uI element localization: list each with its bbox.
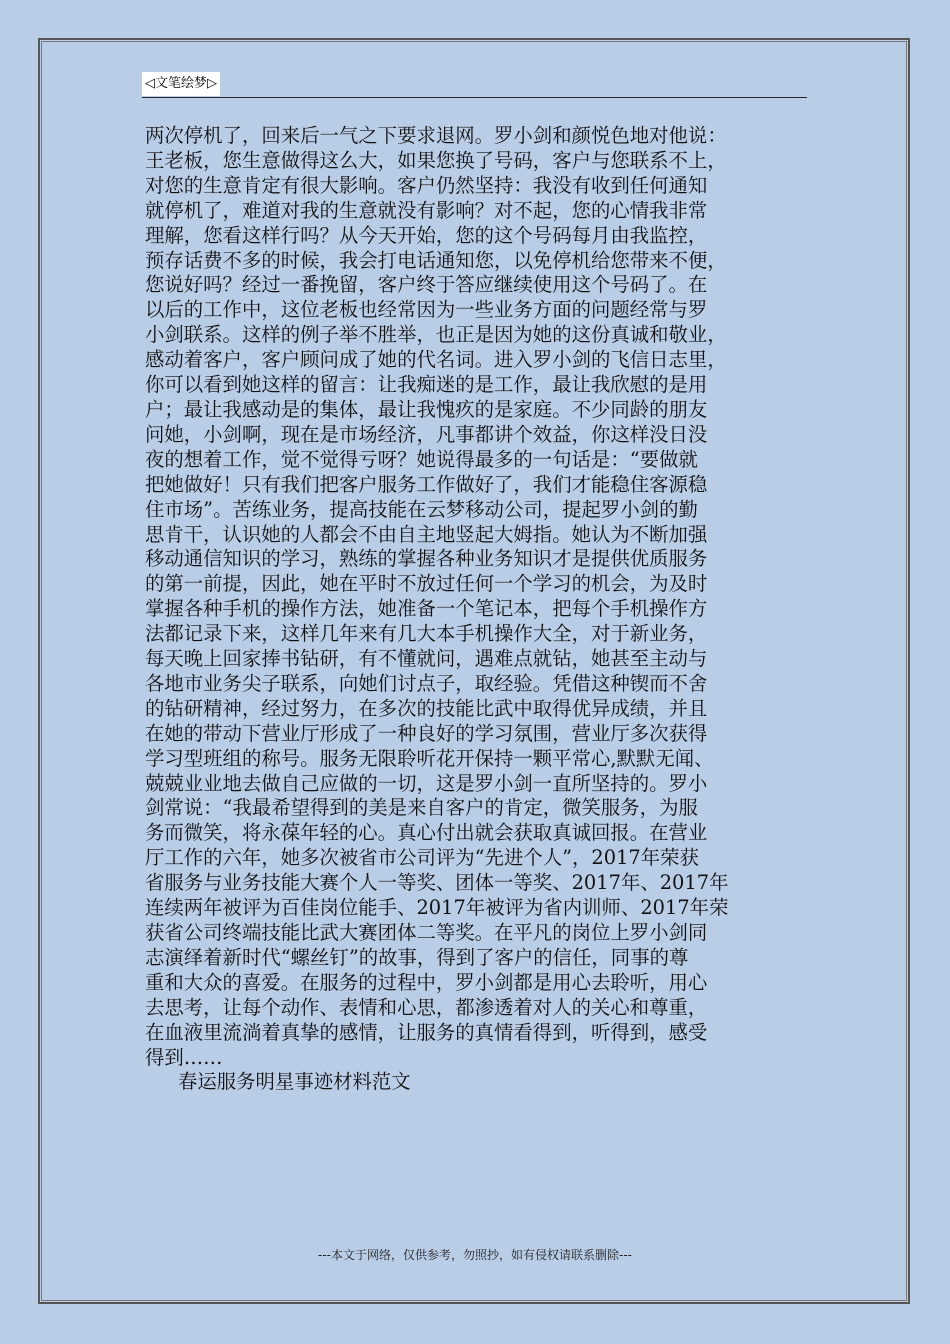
header-divider: [142, 97, 807, 98]
document-body-paragraph: 两次停机了，回来后一气之下要求退网。罗小剑和颜悦色地对他说： 王老板，您生意做得这么大，如果您换了号码，客户与您联系不上， 对您的生意肯定有很大影响。客户仍然坚持：我没有收到任何通知 就停机了，难道对我的生意就没有影响？对不起，您的心情我非常 理解，您看这样行吗？从今天开始，您的这个号码每月由我监控， 预存话费不多的时候，我会打电话通知您，以免停机给您带来不便， 您说好吗？经过一番挽留，客户终于答应继续使用这个号码了。在 以后的工作中，这位老板也经常因为一些业务方面的问题经常与罗 小剑联系。这样的例子举不胜举，也正是因为她的这份真诚和敬业， 感动着客户，客户顾问成了她的代名词。进入罗小剑的飞信日志里， 你可以看到她这样的留言：让我痴迷的是工作，最让我欣慰的是用 户；最让我感动是的集体，最让我愧疚的是家庭。不少同龄的朋友 问她，小剑啊，现在是市场经济，凡事都讲个效益，你这样没日没 夜的想着工作，觉不觉得亏呀？她说得最多的一句话是：“要做就 把她做好！只有我们把客户服务工作做好了，我们才能稳住客源稳 住市场”。苦练业务，提高技能在云梦移动公司，提起罗小剑的勤 思肯干，认识她的人都会不由自主地竖起大姆指。她认为不断加强 移动通信知识的学习，熟练的掌握各种业务知识才是提供优质服务 的第一前提，因此，她在平时不放过任何一个学习的机会，为及时 掌握各种手机的操作方法，她准备一个笔记本，把每个手机操作方 法都记录下来，这样几年来有几大本手机操作大全，对于新业务， 每天晚上回家捧书钻研，有不懂就问，遇难点就钻，她甚至主动与 各地市业务尖子联系，向她们讨点子，取经验。凭借这种锲而不舍 的钻研精神，经过努力，在多次的技能比武中取得优异成绩，并且 在她的带动下营业厅形成了一种良好的学习氛围，营业厅多次获得 学习型班组的称号。服务无限聆听花开保持一颗平常心,默默无闻、 兢兢业业地去做自己应做的一切，这是罗小剑一直所坚持的。罗小 剑常说：“我最希望得到的美是来自客户的肯定，微笑服务，为服 务而微笑，将永葆年轻的心。真心付出就会获取真诚回报。在营业 厅工作的六年，她多次被省市公司评为“先进个人”，2017年荣获 省服务与业务技能大赛个人一等奖、团体一等奖、2017年、2017年 连续两年被评为百佳岗位能手、2017年被评为省内训师、2017年荣 获省公司终端技能比武大赛团体二等奖。在平凡的岗位上罗小剑同 志演绎着新时代“螺丝钉”的故事，得到了客户的信任，同事的尊 重和大众的喜爱。在服务的过程中，罗小剑都是用心去聆听，用心 去思考，让每个动作、表情和心思，都渗透着对人的关心和尊重， 在血液里流淌着真挚的感情，让服务的真情看得到，听得到，感受 得到……: [145, 124, 729, 1069]
closing-title: 春运服务明星事迹材料范文: [178, 1070, 411, 1093]
footer-disclaimer: ---本文于网络，仅供参考，勿照抄，如有侵权请联系删除---: [318, 1248, 632, 1262]
header-logo: ◁文笔绘梦▷: [142, 72, 220, 96]
